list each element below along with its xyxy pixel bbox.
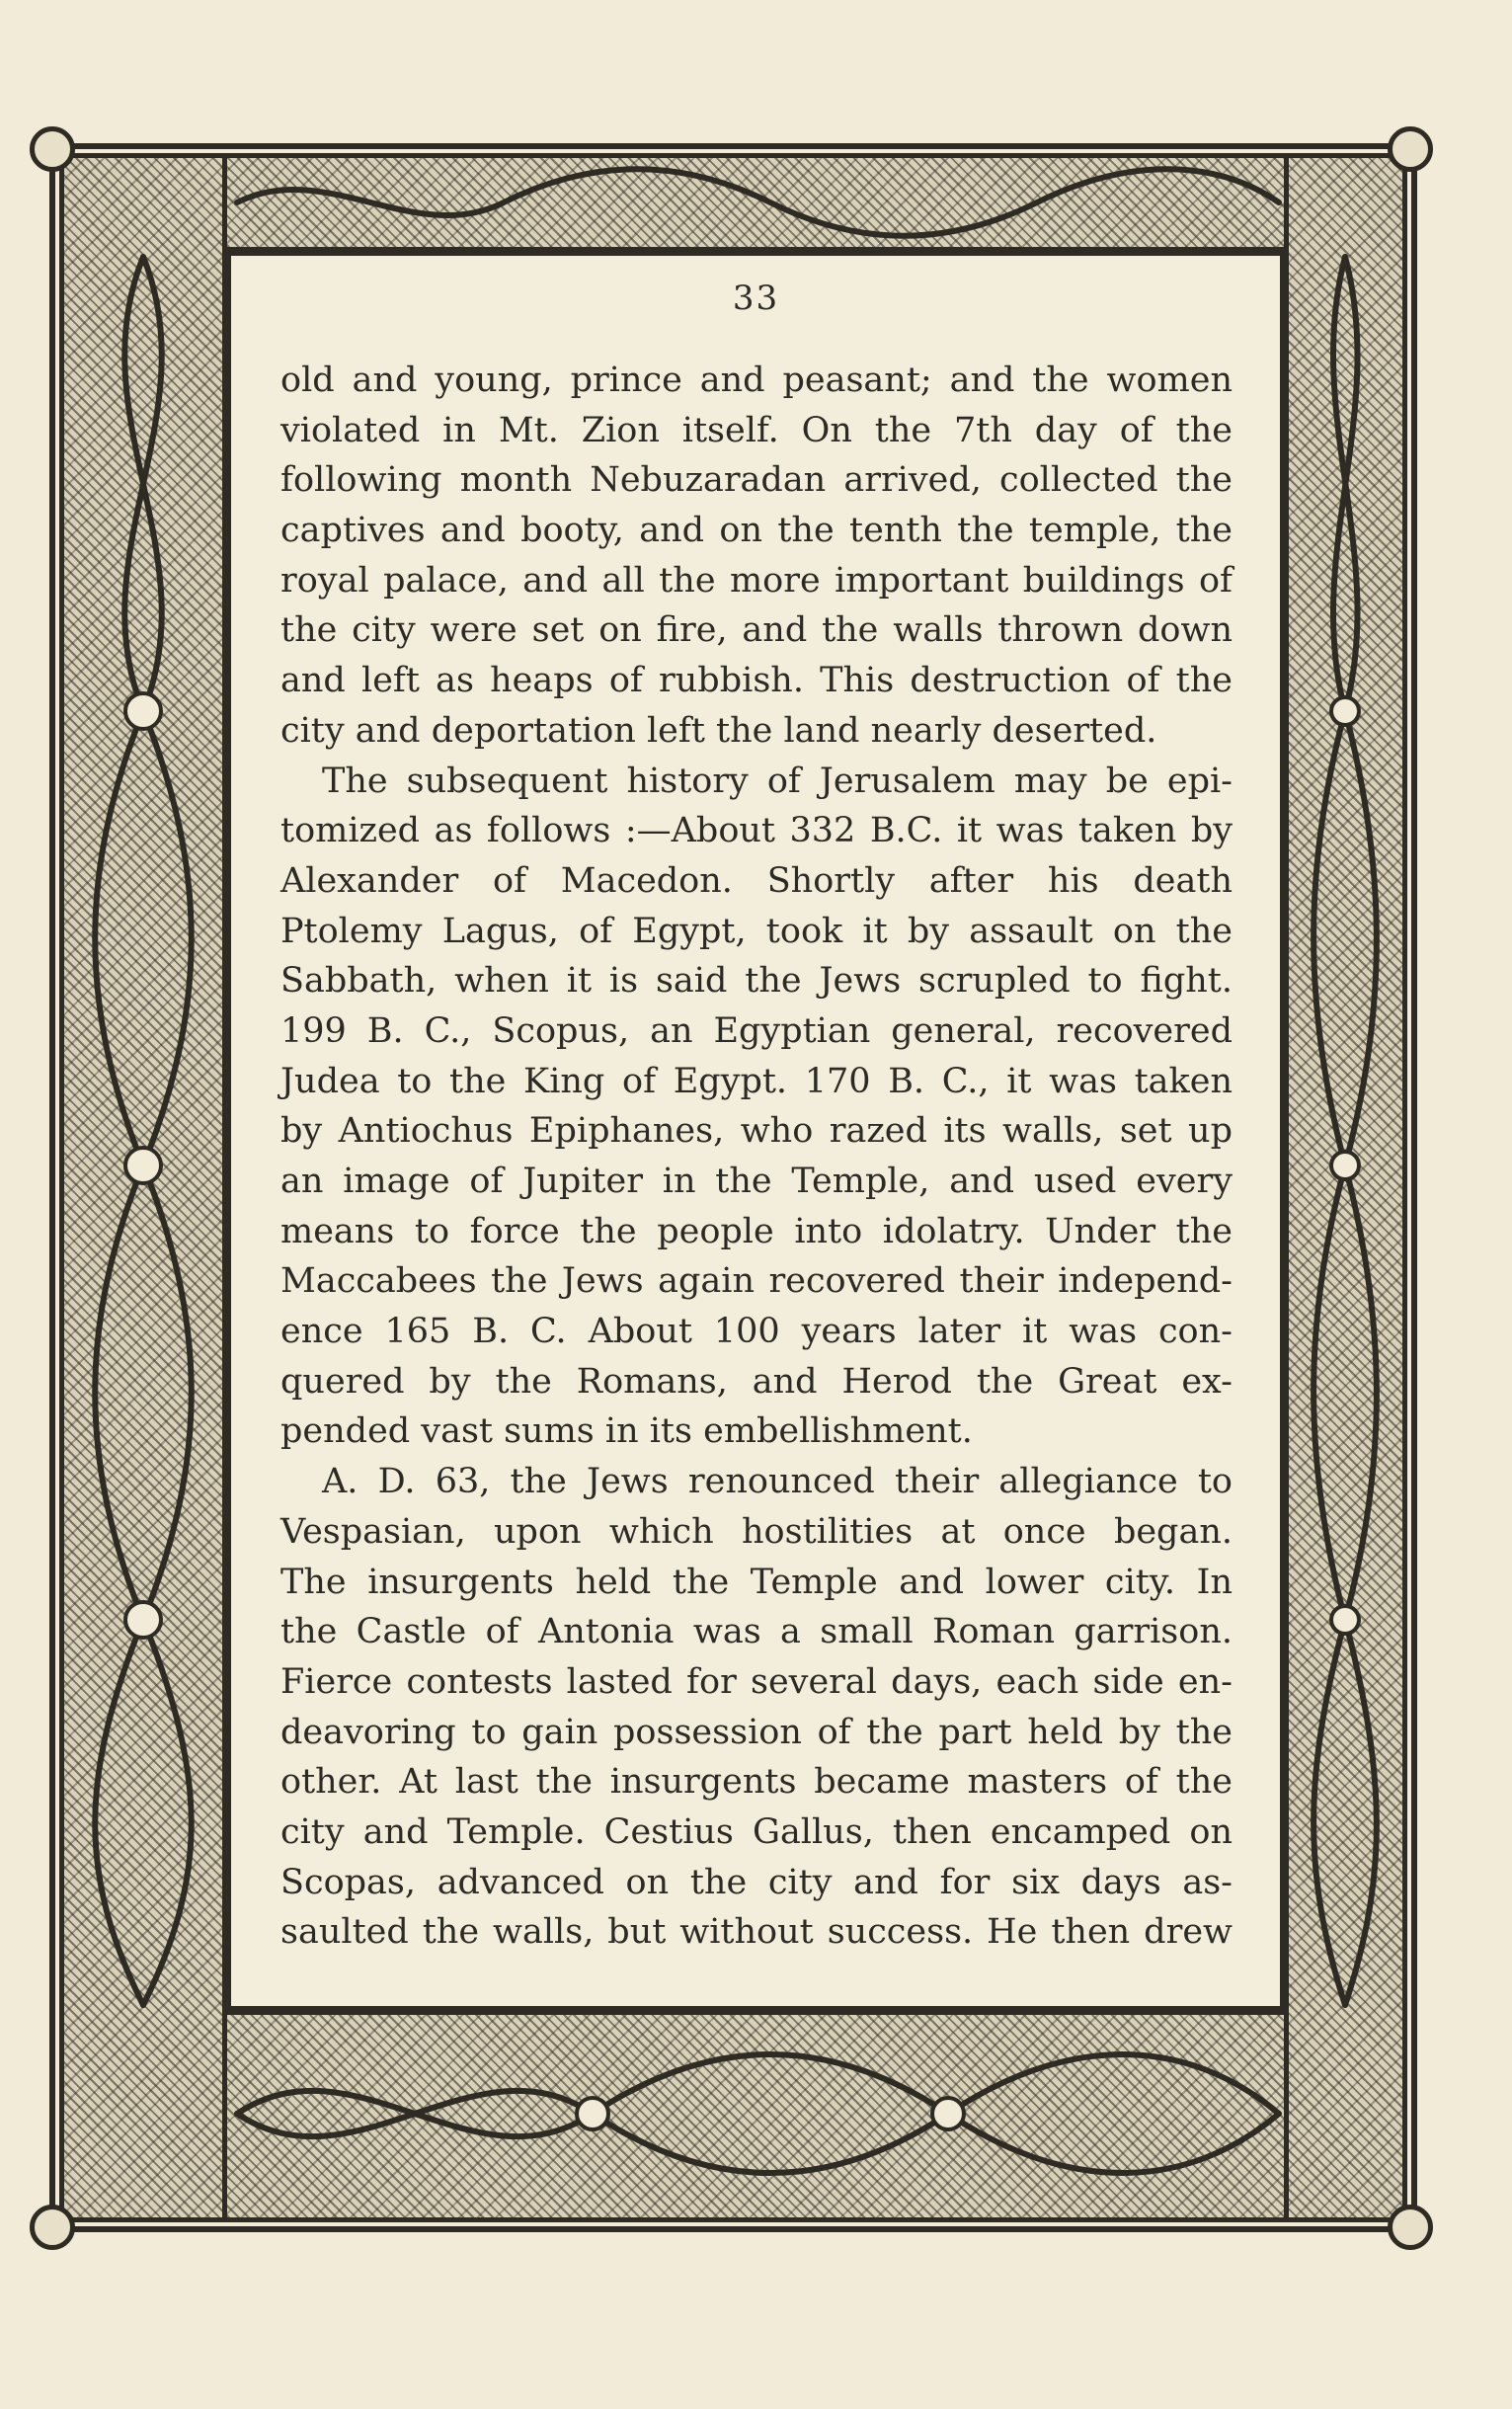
text-line: means to force the people into idolatry. Under the bbox=[280, 1211, 1233, 1251]
text-line: The insurgents held the Temple and lower city. In bbox=[280, 1562, 1233, 1602]
text-line: tomized as follows :—About 332 B.C. it was taken by bbox=[280, 811, 1233, 851]
corner-boss-bottom-right bbox=[1388, 2205, 1433, 2250]
text-line: city and deportation left the land nearly deserted. bbox=[280, 710, 1157, 751]
text-line: Scopas, advanced on the city and for six days as- bbox=[280, 1862, 1233, 1902]
text-line: The subsequent history of Jerusalem may be epi- bbox=[322, 761, 1233, 801]
text-line: 199 B. C., Scopus, an Egyptian general, recovered bbox=[280, 1010, 1233, 1051]
text-line: Maccabees the Jews again recovered their independ- bbox=[280, 1261, 1233, 1302]
corner-boss-top-right bbox=[1388, 126, 1433, 172]
text-line: city and Temple. Cestius Gallus, then encamped on bbox=[280, 1811, 1233, 1852]
text-line: violated in Mt. Zion itself. On the 7th day of the bbox=[280, 410, 1233, 450]
text-line: an image of Jupiter in the Temple, and used every bbox=[280, 1162, 1233, 1201]
text-line: by Antiochus Epiphanes, who razed its walls, set up bbox=[280, 1111, 1233, 1152]
text-line: pended vast sums in its embellishment. bbox=[280, 1411, 973, 1452]
page-number: 33 bbox=[732, 279, 780, 318]
text-line: A. D. 63, the Jews renounced their allegiance to bbox=[322, 1462, 1233, 1502]
text-line: saulted the walls, but without success. He then drew bbox=[280, 1912, 1233, 1953]
text-line: captives and booty, and on the tenth the temple, the bbox=[280, 511, 1233, 551]
text-line: Judea to the King of Egypt. 170 B. C., it was taken bbox=[280, 1061, 1233, 1101]
text-line: ence 165 B. C. About 100 years later it was con- bbox=[280, 1312, 1233, 1352]
text-line: other. At last the insurgents became masters of the bbox=[280, 1762, 1233, 1803]
text-line: deavoring to gain possession of the part held by the bbox=[280, 1712, 1233, 1752]
corner-boss-bottom-left bbox=[30, 2205, 75, 2250]
text-line: royal palace, and all the more important buildings of bbox=[280, 560, 1233, 601]
text-line: Alexander of Macedon. Shortly after his death bbox=[280, 860, 1233, 901]
text-line: Sabbath, when it is said the Jews scrupled to fight. bbox=[280, 961, 1233, 1002]
body-text bbox=[280, 356, 1233, 1958]
text-line: following month Nebuzaradan arrived, collected the bbox=[280, 460, 1233, 501]
text-line: old and young, prince and peasant; and the women bbox=[280, 361, 1233, 400]
text-line: Vespasian, upon which hostilities at once began. bbox=[280, 1511, 1233, 1552]
text-line: the Castle of Antonia was a small Roman garrison. bbox=[280, 1612, 1233, 1652]
text-line: Ptolemy Lagus, of Egypt, took it by assault on the bbox=[280, 911, 1233, 951]
text-line: Fierce contests lasted for several days, each side en- bbox=[280, 1661, 1233, 1702]
text-line: quered by the Romans, and Herod the Great ex- bbox=[280, 1361, 1233, 1402]
text-line: and left as heaps of rubbish. This destruction of the bbox=[280, 661, 1233, 701]
corner-boss-top-left bbox=[30, 126, 75, 172]
text-line: the city were set on fire, and the walls thrown down bbox=[280, 610, 1233, 651]
